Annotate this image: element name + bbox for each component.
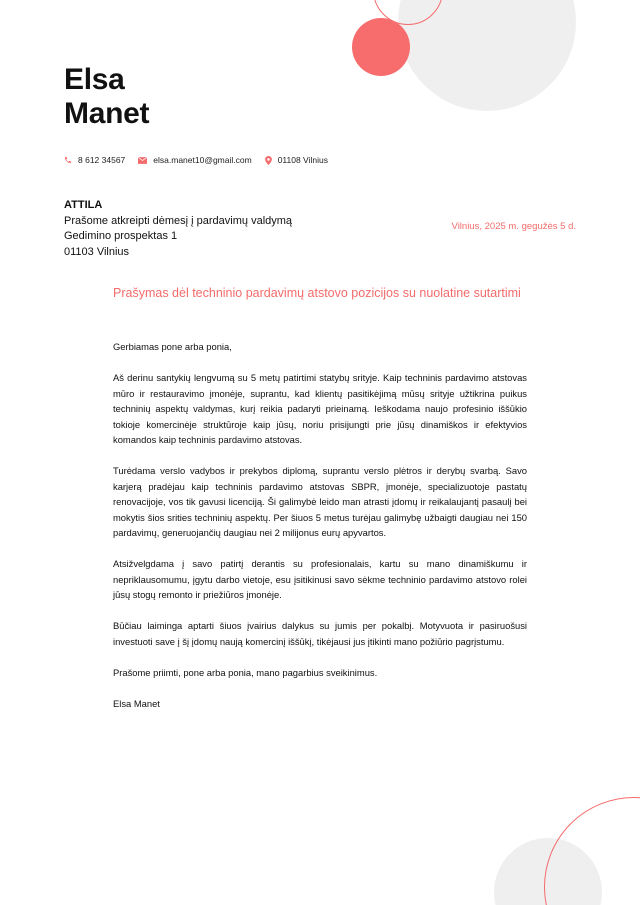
contact-phone (64, 155, 125, 165)
signature: Elsa Manet (113, 697, 160, 709)
recipient-city: 01103 Vilnius (64, 245, 130, 258)
location-pin-icon (265, 156, 272, 165)
letter-body (113, 339, 527, 727)
email-address[interactable]: elsa.manet10@gmail.com (153, 155, 252, 165)
recipient-block (64, 198, 292, 260)
contact-line (64, 155, 341, 165)
contact-email (138, 155, 251, 165)
body-paragraph-1: Aš derinu santykių lengvumą su 5 metų patirtimi statybų srityje. Kaip techninis pardavimo atstovas mūro ir restauravimo įmonėje, suprantu, kad klientų pasitikėjimą mūsų srityje užtikrina puikus techninių aspektų valdymas, kurį reikia padaryti prieinamą. Ieškodama naujo profesinio iššūkio tokioje komercinėje struktūroje kaip jūsų, noriu prisijungti prie jūsų dinamiškos ir efektyvios komandos kaip techninis pardavimo atstovas. (113, 372, 527, 445)
last-name: Manet (64, 97, 150, 130)
body-paragraph-3: Atsižvelgdama į savo patirtį derantis su profesionalais, kartu su mano dinamiškumu ir nepriklausomumu, įgytu darbo vietoje, esu įsitikinusi savo sėkme techninio pardavimo atstovo rolei jūsų stogų remonto ir priežiūros įmonėje. (113, 558, 527, 600)
salutation: Gerbiamas pone arba ponia, (113, 341, 232, 352)
phone-icon (64, 156, 72, 164)
applicant-name (64, 63, 149, 131)
first-name: Elsa (64, 63, 125, 96)
address: 01108 Vilnius (277, 155, 328, 165)
mail-icon (138, 157, 147, 164)
body-paragraph-4: Būčiau laiminga aptarti šiuos įvairius dalykus su jumis per pokalbį. Motyvuota ir pasiruošusi investuoti save į šį įdomų naują komercinį iššūkį, tikėjausi jus įtikinti mano požiūrio pagrįstumu. (113, 620, 527, 647)
decorative-coral-circle-top (352, 18, 410, 76)
letter-date: Vilnius, 2025 m. gegužės 5 d. (451, 221, 576, 232)
recipient-company: ATTILA (64, 199, 103, 211)
letter-subject: Prašymas dėl techninio pardavimų atstovo pozicijos su nuolatine sutartimi (113, 286, 521, 300)
phone-number[interactable]: 8 612 34567 (78, 155, 126, 165)
closing: Prašome priimti, pone arba ponia, mano pagarbius sveikinimus. (113, 666, 378, 678)
recipient-street: Gedimino prospektas 1 (64, 230, 178, 242)
decorative-coral-ring-bottom (544, 797, 640, 905)
contact-address (265, 155, 328, 165)
body-paragraph-2: Turėdama verslo vadybos ir prekybos diplomą, suprantu verslo plėtros ir derybų svarbą. Savo karjerą pradėjau kaip techninis pardavimo atstovas SBPR, įmonėje, specializuotoje pastatų renovacijoje, vos tik gavusi licenciją. Ši galimybė leido man atrasti įdomų ir reikalaujantį pasaulį bei mokytis šios srities techninių aspektų. Per šiuos 5 metus turėjau galimybę užbaigti daugiau nei 150 pardavimų, generuojančių daugiau nei 2 milijonus eurų apyvartos. (113, 465, 527, 538)
recipient-attention: Prašome atkreipti dėmesį į pardavimų valdymą (64, 214, 293, 227)
